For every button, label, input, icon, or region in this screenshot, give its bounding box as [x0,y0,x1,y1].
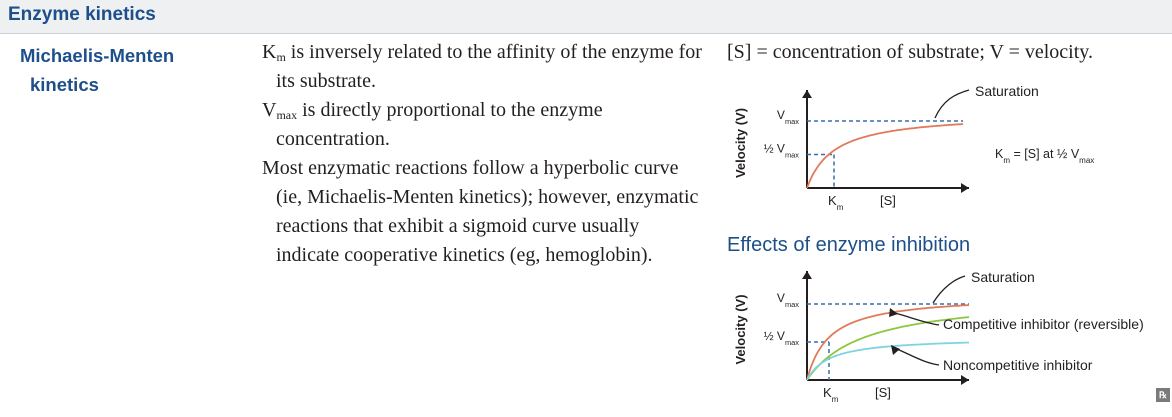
inhibition-chart [725,265,1172,415]
y-tick-vmax-sub: max [784,117,799,126]
competitive-label: Competitive inhibitor (reversible) [943,316,1144,332]
note-km [262,38,702,96]
x-axis-label: [S] [880,193,896,208]
legend-note: [S] = concentration of substrate; V = velocity. [727,41,1093,63]
y-tick-half-vmax [764,142,800,160]
x-tick-km-main: K [828,193,837,208]
km-formula-part-0: K [995,147,1004,161]
notes-column [262,38,702,270]
saturation-label: Saturation [975,83,1039,99]
inhibition-chart-title: Effects of enzyme inhibition [727,234,971,256]
vmax-text: is directly proportional to the enzyme concentration. [276,99,603,150]
y-tick-vmax [777,108,799,126]
km-text: is inversely related to the affinity of the enzyme for its substrate. [276,41,702,92]
series-line-0 [807,124,963,188]
km-symbol: K [262,41,277,63]
noncompetitive-label: Noncompetitive inhibitor [943,357,1093,373]
logo-icon: ℞ [1156,388,1170,402]
section-title: Enzyme kinetics [8,4,156,25]
y-tick-half-vmax-sub: max [784,338,799,347]
y-tick-half-vmax-main: ½ V [763,329,785,343]
y-tick-vmax-main: V [776,108,785,122]
y-tick-vmax-sub: max [784,300,799,309]
topic-label [20,41,174,99]
vmax-symbol: V [262,99,277,121]
x-tick-km [823,385,839,404]
y-tick-half-vmax-main: ½ V [763,141,785,156]
y-tick-half-vmax [764,329,800,347]
km-formula [995,147,1094,165]
km-subscript: m [276,50,286,64]
y-axis-title: Velocity (V) [733,294,748,365]
km-formula-part-3: max [1079,156,1095,165]
y-tick-vmax-main: V [776,291,785,305]
y-axis-arrow [802,90,812,98]
y-axis-title: Velocity (V) [733,107,748,179]
saturation-pointer [933,276,965,303]
topic-line-1: Michaelis-Menten [20,45,175,66]
saturation-pointer [935,90,969,118]
vmax-subscript: max [276,108,298,122]
x-tick-km-sub: m [831,395,839,404]
x-axis-arrow [961,183,969,193]
x-tick-km-main: K [823,385,832,400]
topic-line-2: kinetics [30,74,99,95]
michaelis-menten-chart [725,80,1172,228]
note-vmax [262,96,702,154]
x-tick-km-sub: m [836,203,844,212]
y-axis-arrow [802,271,812,279]
x-tick-km [828,193,844,212]
km-formula-part-1: m [1003,156,1011,165]
x-axis-arrow [961,375,969,385]
y-tick-vmax [777,291,799,309]
y-tick-half-vmax-sub: max [784,150,799,160]
section-header [0,0,1172,34]
saturation-label: Saturation [971,269,1035,285]
x-axis-label: [S] [875,385,891,400]
note-curve: Most enzymatic reactions follow a hyperbolic curve (ie, Michaelis-Menten kinetics); however, enzymatic reactions that exhibit a sigmoid curve usually indicate cooperative kinetics (eg, hemoglobin). [262,157,699,266]
noncompetitive-pointer [897,349,939,365]
km-formula-part-2: = [S] at ½ V [1010,147,1080,161]
